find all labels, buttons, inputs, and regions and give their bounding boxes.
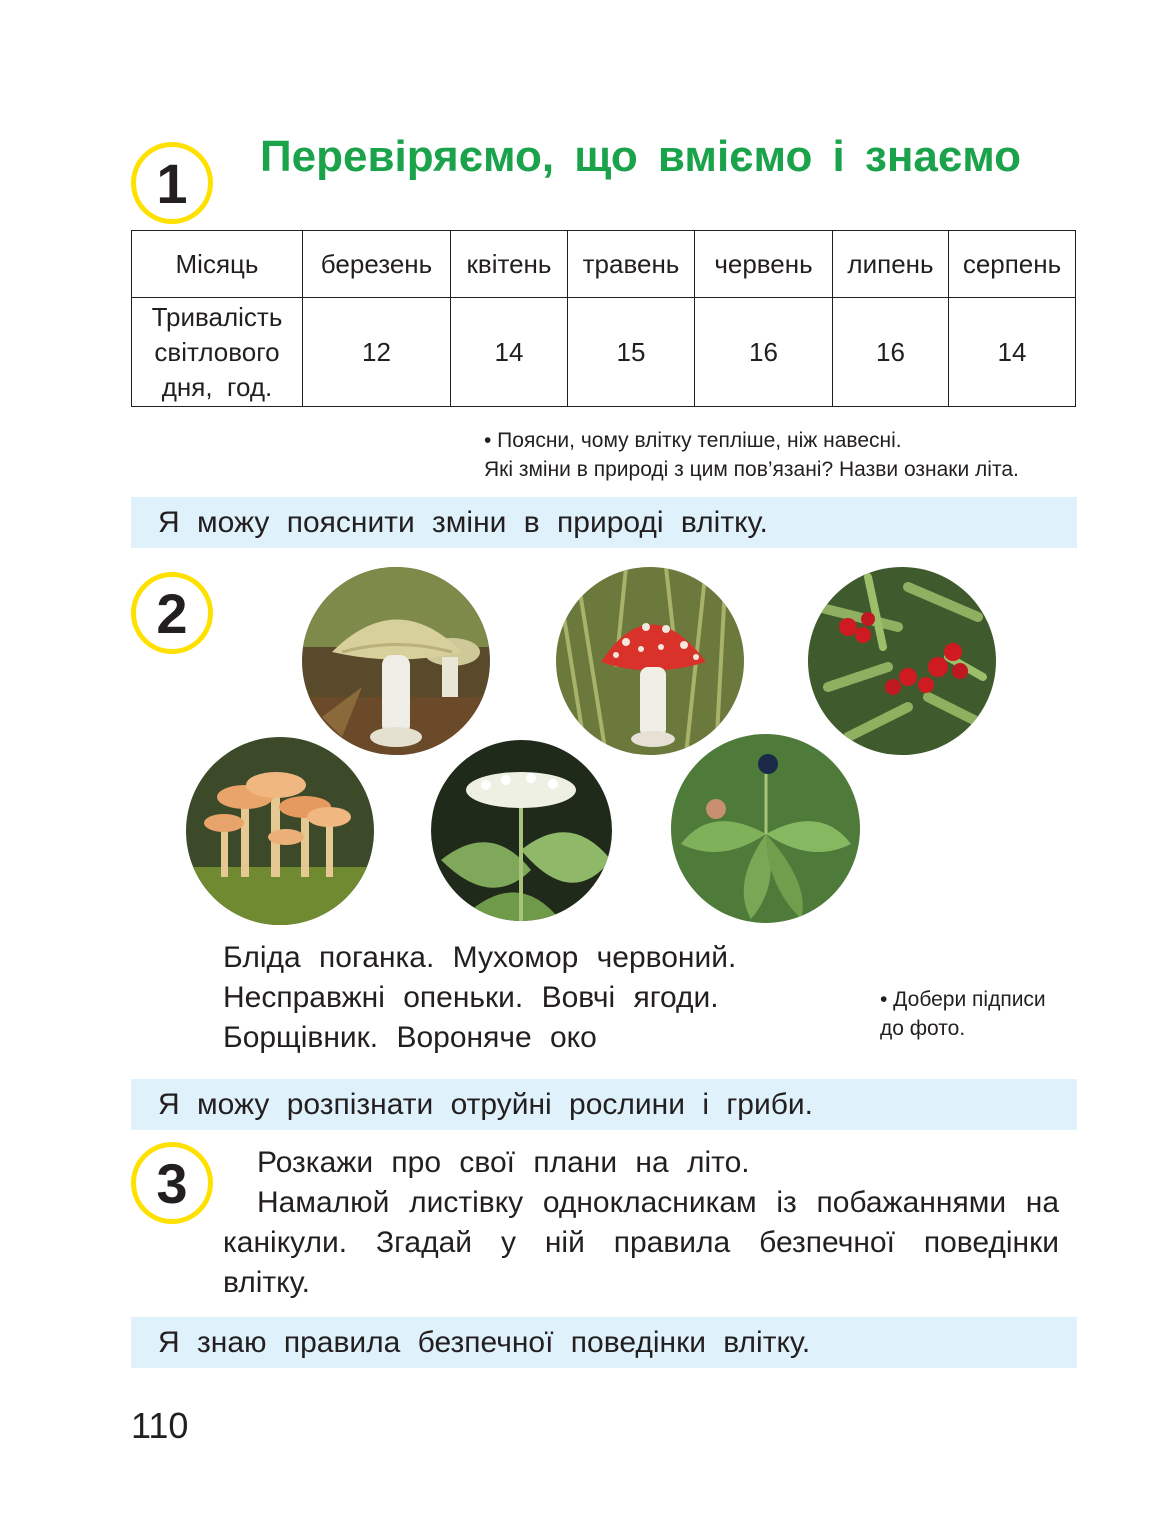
table-cell-hours: 14 [451,298,568,407]
page-title: Перевіряємо, що вміємо і знаємо [260,132,1022,181]
daylight-table [131,230,1076,407]
task1-note [484,426,1019,484]
task2-note [880,985,1046,1043]
fly-agaric-photo [556,567,744,755]
pale-toadstool-photo [302,567,490,755]
note-line: Які зміни в природі з цим пов’язані? Назви ознаки літа. [484,458,1019,481]
task3-text [223,1143,1059,1303]
false-honey-fungus-photo [186,737,374,925]
task3-line: Намалюй листівку однокласникам із побажаннями на канікули. Згадай у ній правила безпечної поведінки влітку. [223,1186,1059,1299]
note-line: • Добери підписи [880,988,1046,1011]
table-row [132,298,1076,407]
task-number-2: 2 [131,572,213,654]
caption-line: Несправжні опеньки. Вовчі ягоди. [223,981,719,1014]
table-cell-hours: 16 [833,298,949,407]
table-cell-hours: 14 [949,298,1076,407]
table-header-month: Місяць [132,231,303,298]
table-cell-month: липень [833,231,949,298]
caption-line: Бліда поганка. Мухомор червоний. [223,941,737,974]
table-cell-month: серпень [949,231,1076,298]
hogweed-photo [431,740,612,921]
table-cell-hours: 16 [695,298,833,407]
table-row [132,231,1076,298]
table-cell-hours: 15 [568,298,695,407]
note-line: • Поясни, чому влітку тепліше, ніж навесні. [484,429,902,452]
task-number-3: 3 [131,1142,213,1224]
table-cell-hours: 12 [303,298,451,407]
photo-captions [223,938,736,1058]
herb-paris-photo [671,734,860,923]
skill-band-1: Я можу пояснити зміни в природі влітку. [131,497,1077,548]
table-cell-month: травень [568,231,695,298]
skill-band-2: Я можу розпізнати отруйні рослини і гриби. [131,1079,1077,1130]
daphne-berries-photo [808,567,996,755]
header-line: Тривалість [151,301,283,332]
caption-line: Борщівник. Вороняче око [223,1021,597,1054]
header-line: дня, год. [161,371,273,402]
task-number-1: 1 [131,142,213,224]
table-cell-month: червень [695,231,833,298]
page-number: 110 [131,1405,189,1446]
table-header-duration [132,298,303,407]
table-cell-month: квітень [451,231,568,298]
table-cell-month: березень [303,231,451,298]
task3-line: Розкажи про свої плани на літо. [257,1146,750,1179]
note-line: до фото. [880,1017,966,1040]
header-line: світлового [154,336,280,367]
skill-band-3: Я знаю правила безпечної поведінки влітку. [131,1317,1077,1368]
